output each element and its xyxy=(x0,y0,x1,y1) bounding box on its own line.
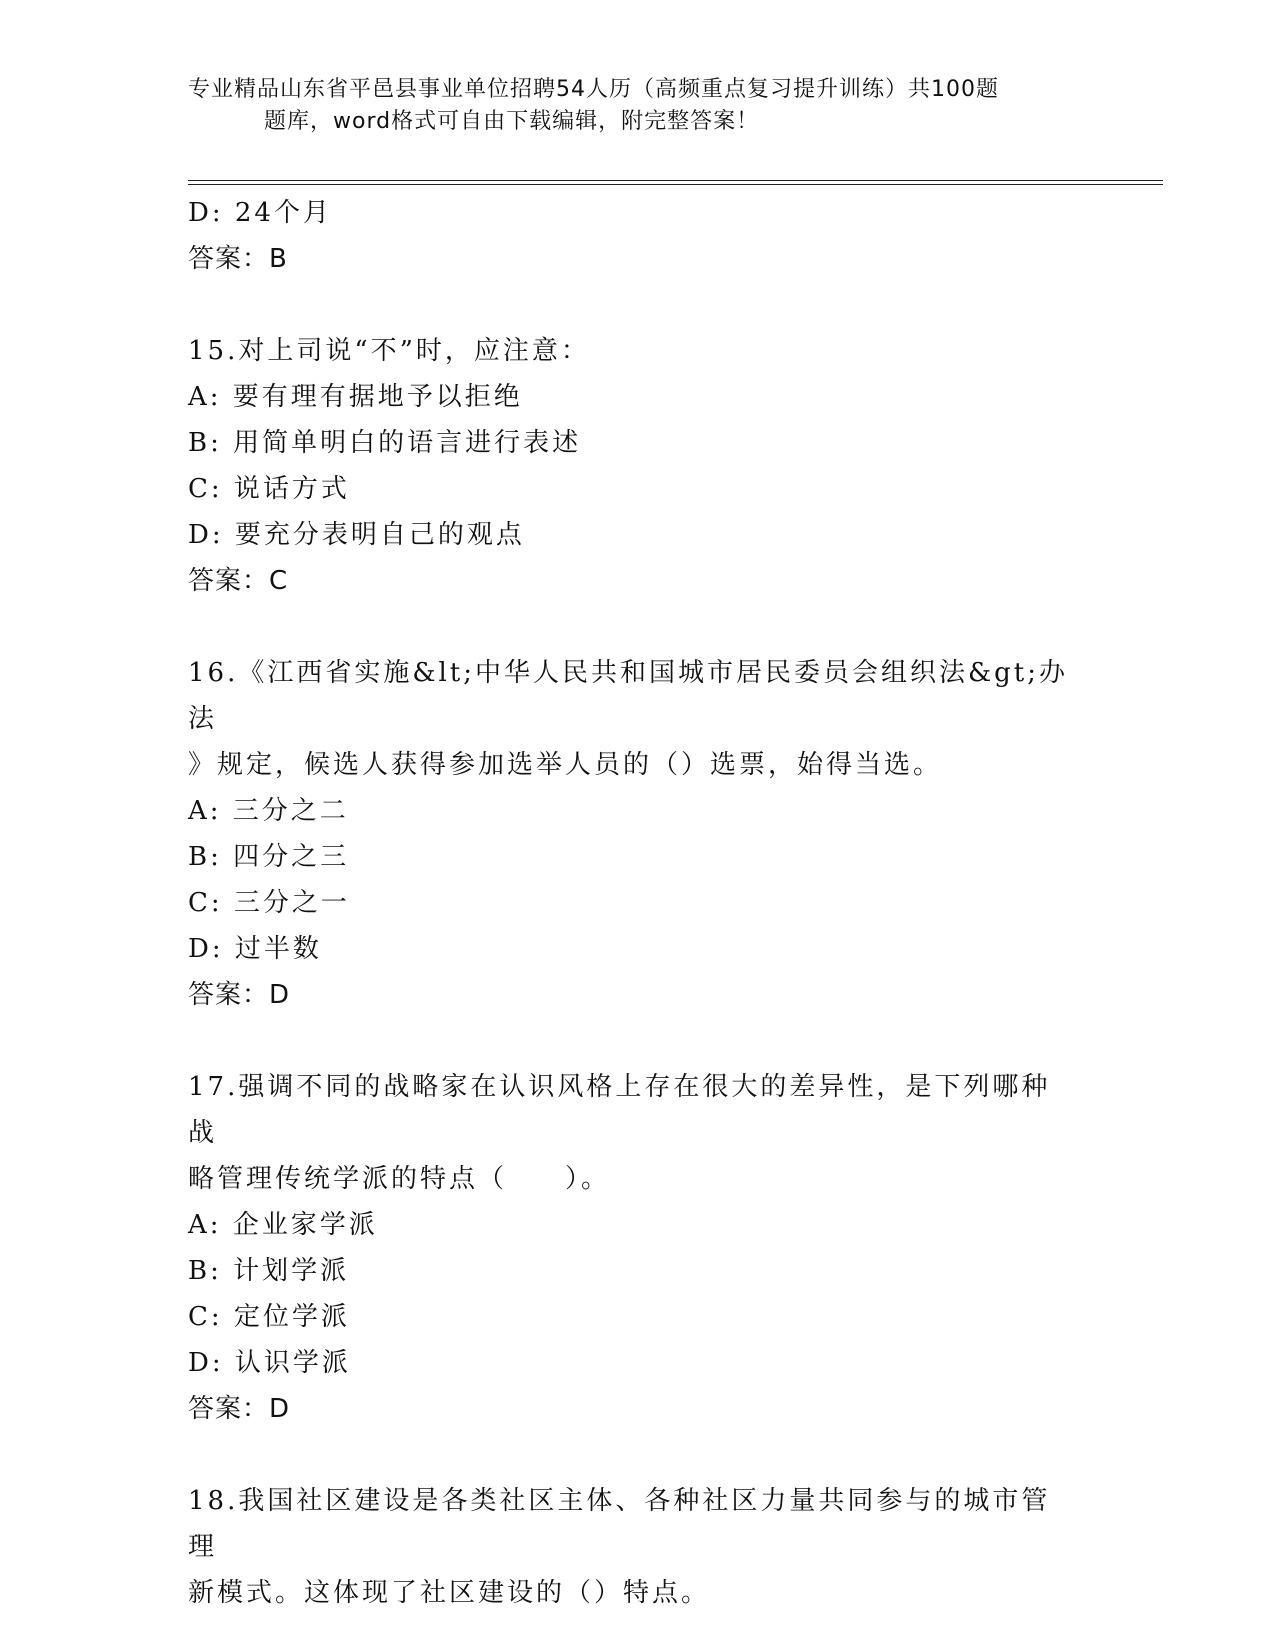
question-stem-line2: 》规定，候选人获得参加选举人员的（）选票，始得当选。 xyxy=(188,750,943,780)
question-14-tail xyxy=(188,190,1078,282)
option-d: D: 要充分表明自己的观点 xyxy=(188,520,525,550)
option-a: A: 三分之二 xyxy=(188,796,349,826)
document-header xyxy=(188,74,1078,138)
option-d: D: 过半数 xyxy=(188,934,322,964)
question-list xyxy=(188,190,1078,1616)
header-divider-top xyxy=(188,180,1163,181)
option-b: B: 计划学派 xyxy=(188,1256,350,1286)
answer: 答案：B xyxy=(188,244,288,274)
question-stem-line2: 略管理传统学派的特点（ ）。 xyxy=(188,1164,611,1194)
question-16 xyxy=(188,650,1078,1018)
answer: 答案：D xyxy=(188,1394,291,1424)
question-stem-line1: 18.我国社区建设是各类社区主体、各种社区力量共同参与的城市管理 xyxy=(188,1486,1051,1562)
spacer xyxy=(188,1018,1078,1064)
question-15 xyxy=(188,328,1078,604)
option-d: D: 认识学派 xyxy=(188,1348,351,1378)
option-b: B: 四分之三 xyxy=(188,842,350,872)
question-stem-line2: 新模式。这体现了社区建设的（）特点。 xyxy=(188,1578,711,1608)
answer: 答案：C xyxy=(188,566,289,596)
option-c: C: 说话方式 xyxy=(188,474,350,504)
header-title-line1: 专业精品山东省平邑县事业单位招聘54人历（高频重点复习提升训练）共100题 xyxy=(188,77,999,102)
option-b: B: 用简单明白的语言进行表述 xyxy=(188,428,582,458)
question-stem: 15.对上司说“不”时，应注意： xyxy=(188,336,590,366)
question-18 xyxy=(188,1478,1078,1616)
spacer xyxy=(188,282,1078,328)
question-stem-line1: 16.《江西省实施&lt;中华人民共和国城市居民委员会组织法&gt;办法 xyxy=(188,658,1069,734)
answer: 答案：D xyxy=(188,980,291,1010)
option-c: C: 三分之一 xyxy=(188,888,350,918)
question-17 xyxy=(188,1064,1078,1432)
header-title-line2: 题库，word格式可自由下载编辑，附完整答案！ xyxy=(264,109,760,134)
option-a: A: 企业家学派 xyxy=(188,1210,378,1240)
option-c: C: 定位学派 xyxy=(188,1302,350,1332)
header-divider-bottom xyxy=(188,184,1163,185)
question-stem-line1: 17.强调不同的战略家在认识风格上存在很大的差异性，是下列哪种战 xyxy=(188,1072,1051,1148)
option-d: D: 24个月 xyxy=(188,198,332,228)
option-a: A: 要有理有据地予以拒绝 xyxy=(188,382,523,412)
spacer xyxy=(188,1432,1078,1478)
spacer xyxy=(188,604,1078,650)
